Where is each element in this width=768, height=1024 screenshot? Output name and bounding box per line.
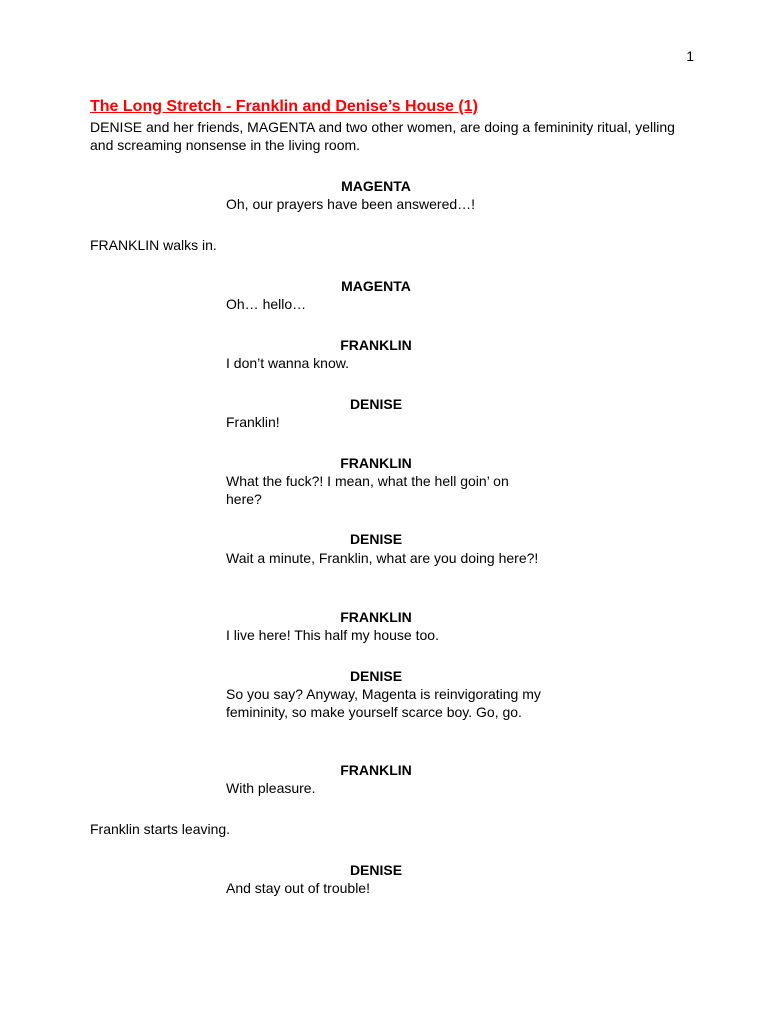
- action-line: FRANKLIN walks in.: [90, 237, 217, 253]
- scene-heading: The Long Stretch - Franklin and Denise’s House (1): [90, 98, 478, 115]
- page-number: 1: [686, 48, 694, 64]
- dialogue-line: With pleasure.: [226, 780, 316, 796]
- character-name: MAGENTA: [341, 278, 411, 294]
- action-line: DENISE and her friends, MAGENTA and two other women, are doing a femininity ritual, yelling and screaming nonsense in the living room.: [90, 119, 675, 153]
- action-line: Franklin starts leaving.: [90, 821, 231, 837]
- dialogue-line: Oh, our prayers have been answered…!: [226, 196, 476, 212]
- character-name: DENISE: [349, 668, 403, 684]
- dialogue-line: What the fuck?! I mean, what the hell goin’ on here?: [226, 473, 509, 507]
- character-name: FRANKLIN: [340, 337, 412, 353]
- dialogue-line: I don’t wanna know.: [226, 355, 349, 371]
- dialogue-line: And stay out of trouble!: [226, 880, 370, 896]
- character-name: MAGENTA: [341, 178, 411, 194]
- character-name: FRANKLIN: [340, 609, 412, 625]
- character-name: DENISE: [349, 531, 403, 547]
- dialogue-line: So you say? Anyway, Magenta is reinvigorating my femininity, so make yourself scarce boy. Go, go.: [226, 686, 541, 720]
- character-name: FRANKLIN: [340, 762, 412, 778]
- dialogue-line: Franklin!: [226, 414, 280, 430]
- dialogue-line: Wait a minute, Franklin, what are you doing here?!: [226, 550, 539, 566]
- character-name: DENISE: [349, 862, 403, 878]
- dialogue-line: I live here! This half my house too.: [226, 627, 439, 643]
- dialogue-line: Oh… hello…: [226, 296, 307, 312]
- character-name: FRANKLIN: [340, 455, 412, 471]
- character-name: DENISE: [349, 396, 403, 412]
